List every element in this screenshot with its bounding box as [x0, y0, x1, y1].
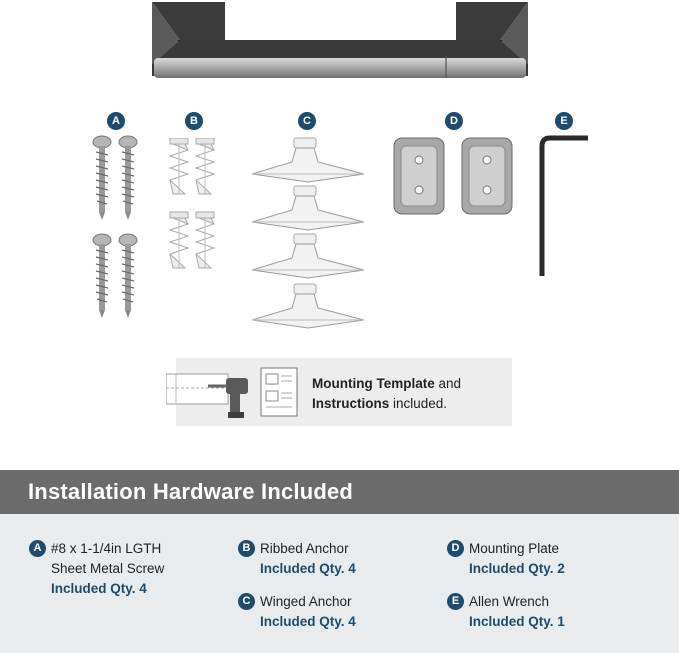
legend-item-c — [242, 592, 356, 632]
winged-anchor-icons — [248, 136, 368, 332]
legend-name-b: Ribbed Anchor — [260, 541, 349, 556]
legend-name-e: Allen Wrench — [469, 594, 550, 609]
legend-badge-d: D — [447, 540, 464, 557]
badge-a: A — [107, 112, 125, 130]
badge-e: E — [555, 112, 573, 130]
section-header — [0, 470, 679, 514]
legend-qty-a: Included Qty. 4 — [51, 581, 147, 596]
towel-bar-image — [140, 0, 540, 82]
legend-badge-b: B — [238, 540, 255, 557]
template-caption-rest-1: and — [434, 376, 462, 391]
badge-d: D — [445, 112, 463, 130]
legend-badge-a: A — [29, 540, 46, 557]
legend-badge-c: C — [238, 593, 255, 610]
legend-item-e — [451, 592, 565, 632]
mounting-plate-icons — [392, 136, 520, 216]
section-title: Installation Hardware Included — [28, 479, 354, 504]
legend-name-a-2: Sheet Metal Screw — [51, 561, 165, 576]
legend-badge-e: E — [447, 593, 464, 610]
legend-name-a-1: #8 x 1-1/4in LGTH — [51, 541, 162, 556]
template-caption-rest-2: included. — [389, 396, 448, 411]
legend-item-a — [33, 539, 165, 599]
instructions-document-icon — [260, 367, 298, 417]
ribbed-anchor-icons — [166, 138, 222, 288]
legend-qty-c: Included Qty. 4 — [260, 614, 356, 629]
allen-wrench-icon — [536, 132, 592, 280]
legend-item-d — [451, 539, 565, 579]
badge-b: B — [185, 112, 203, 130]
legend-qty-d: Included Qty. 2 — [469, 561, 565, 576]
badge-c: C — [298, 112, 316, 130]
legend-qty-e: Included Qty. 1 — [469, 614, 565, 629]
legend-name-d: Mounting Plate — [469, 541, 560, 556]
template-caption-bold-1: Mounting Template — [312, 376, 435, 391]
legend-item-b — [242, 539, 356, 579]
drill-template-icon — [166, 364, 254, 420]
legend-name-c: Winged Anchor — [260, 594, 352, 609]
legend-qty-b: Included Qty. 4 — [260, 561, 356, 576]
template-caption-bold-2: Instructions — [312, 396, 390, 411]
screw-icons — [88, 134, 144, 324]
template-caption — [312, 374, 461, 414]
